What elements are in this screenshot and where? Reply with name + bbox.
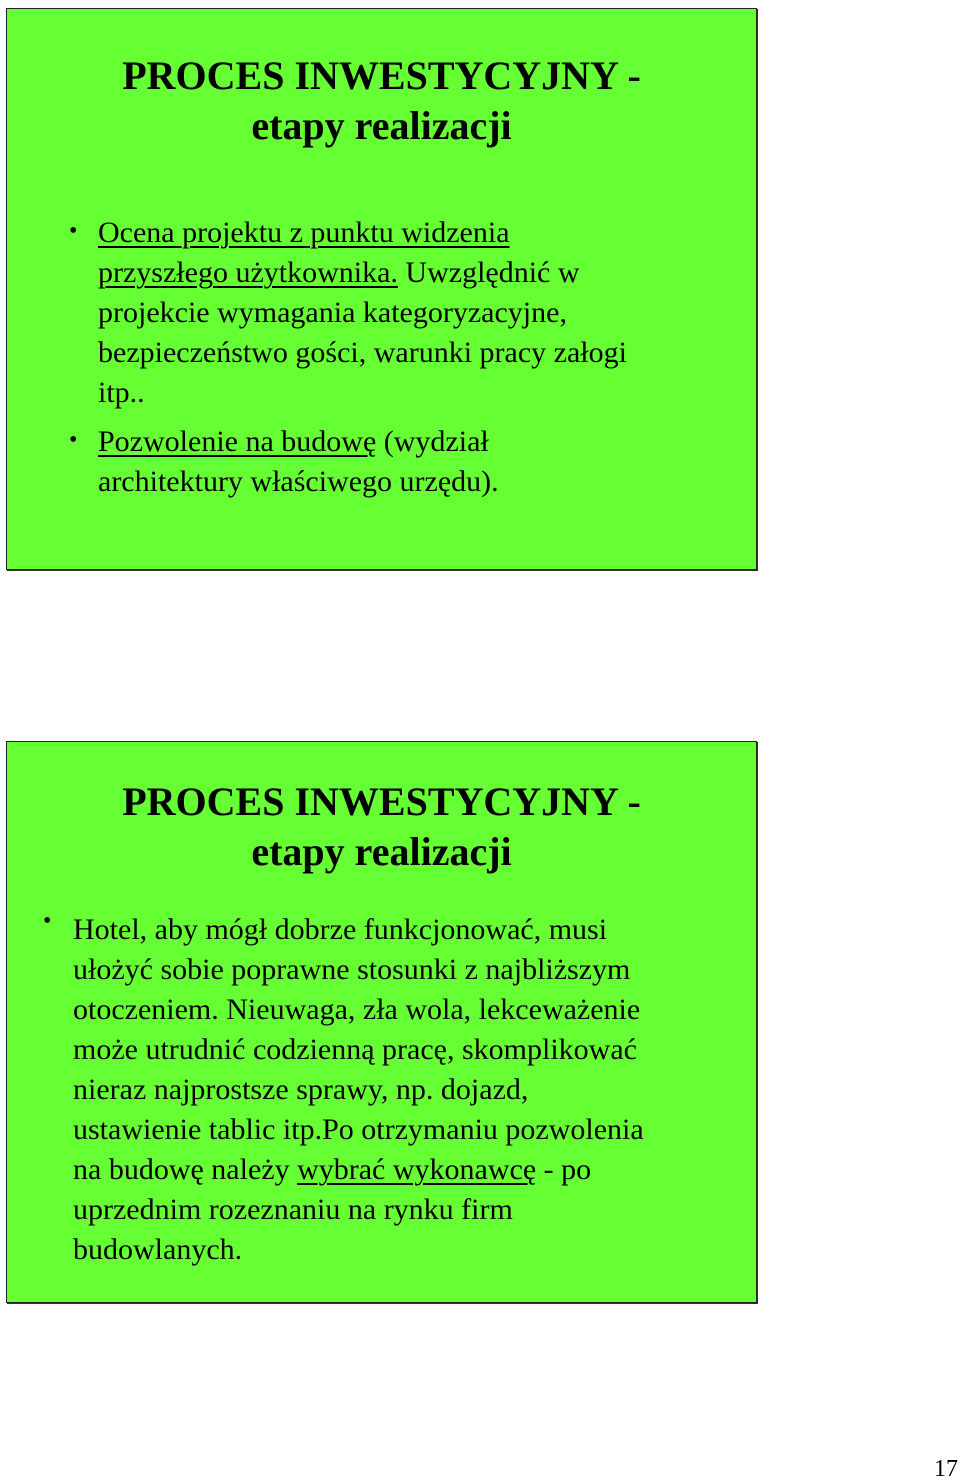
text: może utrudnić codzienną pracę, skomplikować <box>73 1033 637 1066</box>
slide-title <box>7 777 756 877</box>
underlined-text: Ocena projektu z punktu widzenia <box>98 216 510 249</box>
text: projekcie wymagania kategoryzacyjne, <box>98 296 567 329</box>
slide-2 <box>6 741 757 1303</box>
bullet-icon: • <box>69 218 78 244</box>
underlined-text: wybrać wykonawcę <box>297 1153 537 1186</box>
underlined-text: Pozwolenie na budowę <box>98 425 377 458</box>
slide-title <box>7 51 756 151</box>
text: na budowę należy <box>73 1153 298 1186</box>
title-line: PROCES INWESTYCYJNY - <box>122 779 641 824</box>
text: (wydział <box>376 425 489 458</box>
text: budowlanych. <box>73 1233 243 1266</box>
text: ustawienie tablic itp.Po otrzymaniu pozwolenia <box>73 1113 644 1146</box>
slide-1 <box>6 8 757 570</box>
bullet-icon: • <box>43 908 52 934</box>
underlined-text: przyszłego użytkownika. <box>98 256 398 289</box>
bullet-text <box>73 910 644 1270</box>
text: itp.. <box>98 376 145 409</box>
text: otoczeniem. Nieuwaga, zła wola, lekceważenie <box>73 993 641 1026</box>
page-number: 17 <box>934 1456 958 1482</box>
text: - po <box>536 1153 592 1186</box>
text: Uwzględnić w <box>397 256 580 289</box>
bullet-text <box>98 213 627 413</box>
text: bezpieczeństwo gości, warunki pracy załogi <box>98 336 627 369</box>
text: architektury właściwego urzędu). <box>98 465 499 498</box>
title-line: etapy realizacji <box>251 103 512 148</box>
bullet-icon: • <box>69 427 78 453</box>
text: Hotel, aby mógł dobrze funkcjonować, musi <box>73 913 608 946</box>
text: uprzednim rozeznaniu na rynku firm <box>73 1193 513 1226</box>
text: ułożyć sobie poprawne stosunki z najbliższym <box>73 953 631 986</box>
bullet-text <box>98 422 499 502</box>
text: nieraz najprostsze sprawy, np. dojazd, <box>73 1073 529 1106</box>
title-line: etapy realizacji <box>251 829 512 874</box>
title-line: PROCES INWESTYCYJNY - <box>122 53 641 98</box>
